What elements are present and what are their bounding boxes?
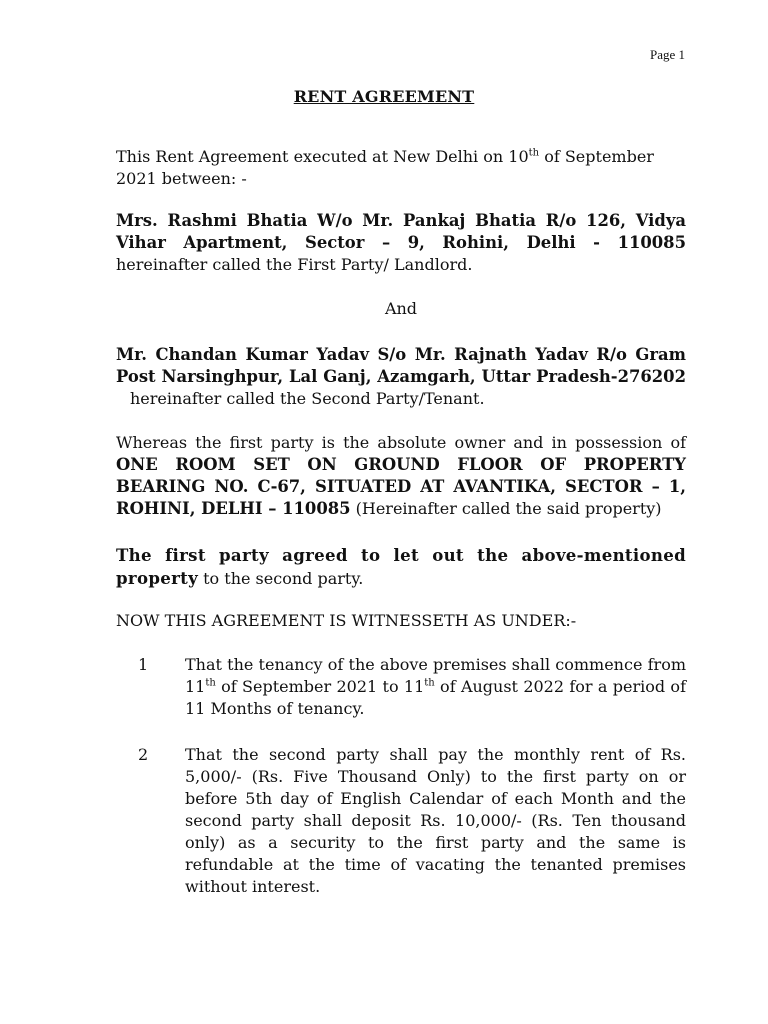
page-number: Page 1 [649,47,685,62]
witnesseth-heading: NOW THIS AGREEMENT IS WITNESSETH AS UNDER:- [116,611,577,630]
whereas-tail: (Hereinafter called the said property) [350,499,662,518]
whereas-lead: Whereas the first party is the absolute owner and in possession of [116,433,686,452]
clause-2-text: That the second party shall pay the monthly rent of Rs. 5,000/- (Rs. Five Thousand Only) to the first party on or before 5th day of English Calendar of each Month and the second party shall deposit Rs. 10,000/- (Rs. Ten thousand only) as a security to the first party and the same is refundable at the time of vacating the tenanted premises without interest. [185,745,686,896]
clause-number: 1 [138,655,149,674]
agreed-bold: The first party agreed to let out the above-mentioned property [116,545,686,588]
intro-text-a: This Rent Agreement executed at New Delhi on 10 [116,147,529,166]
clause-1-part-1: That the tenancy of the above premises shall commence from 11 [185,655,686,696]
document-title: RENT AGREEMENT [293,87,475,106]
property-description: ONE ROOM SET ON GROUND FLOOR OF PROPERTY BEARING NO. C-67, SITUATED AT AVANTIKA, SECTOR – 1, ROHINI, DELHI – 110085 [116,455,686,518]
clause-1-sup-1: th [205,677,216,689]
agreed-tail: to the second party. [198,569,364,588]
agreed-paragraph [116,544,686,590]
first-party-suffix: hereinafter called the First Party/ Landlord. [116,255,473,274]
intro-text-b: of September 2021 between: - [116,147,654,188]
second-party-paragraph [116,344,686,410]
first-party-name-address: Mrs. Rashmi Bhatia W/o Mr. Pankaj Bhatia R/o 126, Vidya Vihar Apartment, Sector – 9, Rohini, Delhi - 110085 [116,211,686,252]
first-party-paragraph [116,210,686,276]
clause-1-part-3: of August 2022 for a period of 11 Months of tenancy. [185,677,686,718]
whereas-paragraph [116,432,686,520]
second-party-suffix: hereinafter called the Second Party/Tenant. [130,389,485,408]
intro-superscript: th [528,147,540,159]
intro-paragraph [116,146,686,190]
clause-number: 2 [138,745,149,764]
clause-1-text [185,654,686,720]
clause-1-sup-2: th [424,677,435,689]
and-separator: And [384,299,418,318]
second-party-name-address: Mr. Chandan Kumar Yadav S/o Mr. Rajnath Yadav R/o Gram Post Narsinghpur, Lal Ganj, Azamgarh, Uttar Pradesh-276202 [116,345,686,386]
clause-1-part-2: of September 2021 to 11 [215,677,425,696]
